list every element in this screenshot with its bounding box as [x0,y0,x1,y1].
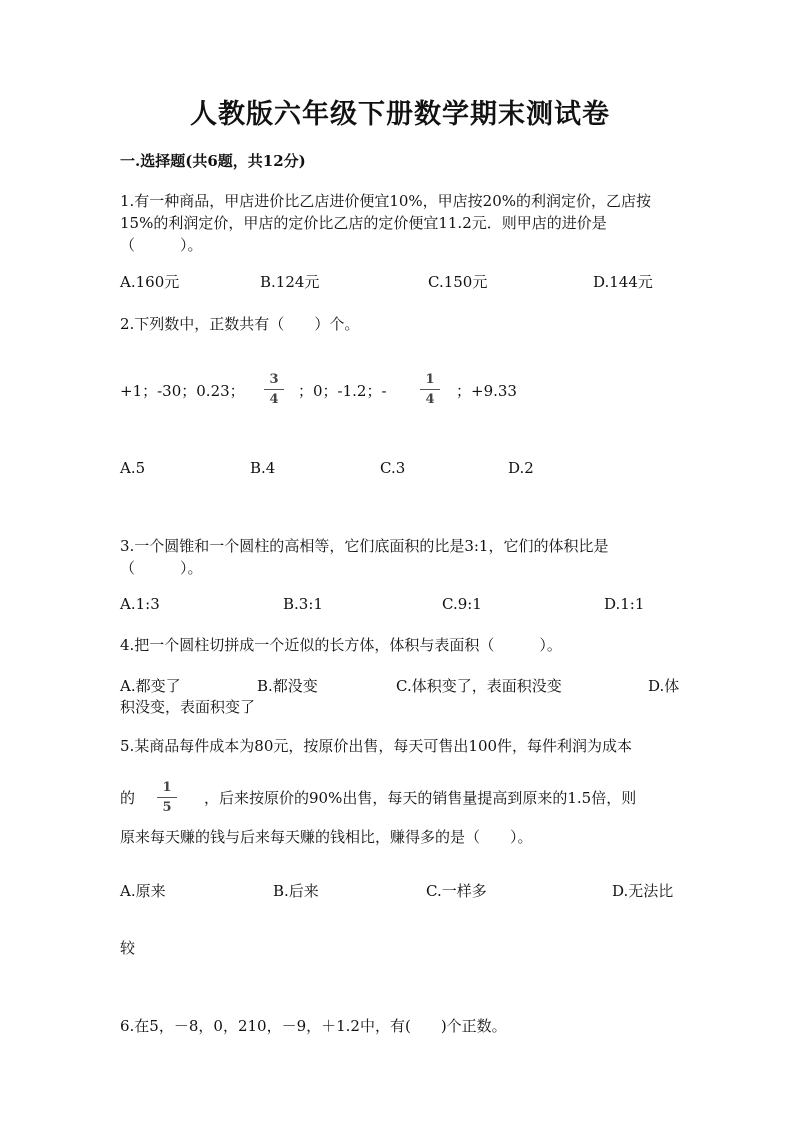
q3-option-c[interactable]: C.9:1 [442,595,482,613]
q2-option-d[interactable]: D.2 [508,459,534,477]
q1-option-c[interactable]: C.150元 [428,273,488,291]
q4-option-d-wrap: 积没变，表面积变了 [120,698,256,716]
q5-stem-post: ，后来按原价的90%出售，每天的销售量提高到原来的1.5倍，则 [204,789,637,807]
q2-expr-part-c: ；+9.33 [456,382,517,400]
q6-stem: 6.在5，－8，0，210，－9，＋1.2中，有( )个正数。 [120,1017,507,1035]
q5-option-c[interactable]: C.一样多 [426,882,487,900]
q3-stem-line1: 3.一个圆锥和一个圆柱的高相等，它们底面积的比是3:1，它们的体积比是 [120,537,609,555]
q2-stem: 2.下列数中，正数共有（ ）个。 [120,315,360,333]
section-heading: 一.选择题(共6题，共12分) [120,152,306,170]
q4-stem: 4.把一个圆柱切拼成一个近似的长方体，体积与表面积（ ）。 [120,636,562,654]
q5-stem-pre: 的 [120,789,136,807]
q2-fraction-1-4 [420,372,440,407]
q5-stem-line3: 原来每天赚的钱与后来每天赚的钱相比，赚得多的是（ ）。 [120,828,533,846]
q4-option-d[interactable]: D.体 [648,677,680,695]
q3-option-d[interactable]: D.1:1 [604,595,645,613]
q5-fraction-1-5 [157,780,177,815]
fraction-denominator: 4 [269,392,279,407]
q3-option-a[interactable]: A.1:3 [120,595,160,613]
q2-option-c[interactable]: C.3 [380,459,406,477]
q4-option-a[interactable]: A.都变了 [120,677,181,695]
fraction-numerator: 3 [264,372,284,390]
q5-option-d[interactable]: D.无法比 [612,882,674,900]
page-title: 人教版六年级下册数学期末测试卷 [190,99,610,130]
q4-option-b[interactable]: B.都没变 [257,677,318,695]
fraction-numerator: 1 [420,372,440,390]
q1-stem-line3: （ ）。 [120,236,203,254]
q5-stem-line1: 5.某商品每件成本为80元，按原价出售，每天可售出100件，每件利润为成本 [120,737,633,755]
q2-option-b[interactable]: B.4 [250,459,276,477]
fraction-denominator: 4 [425,392,435,407]
q1-option-b[interactable]: B.124元 [260,273,320,291]
q2-expr-part-a: +1；-30；0.23； [120,382,245,400]
q1-stem-line1: 1.有一种商品，甲店进价比乙店进价便宜10%，甲店按20%的利润定价，乙店按 [120,192,651,210]
q1-option-d[interactable]: D.144元 [593,273,653,291]
q1-stem-line2: 15%的利润定价，甲店的定价比乙店的定价便宜11.2元．则甲店的进价是 [120,214,607,232]
fraction-numerator: 1 [157,780,177,798]
q2-expr-part-b: ；0；-1.2；- [298,382,387,400]
q3-stem-line2: （ ）。 [120,559,203,577]
q2-fraction-3-4 [264,372,284,407]
q1-option-a[interactable]: A.160元 [120,273,180,291]
q5-option-b[interactable]: B.后来 [273,882,319,900]
q3-option-b[interactable]: B.3:1 [283,595,323,613]
q5-option-a[interactable]: A.原来 [120,882,166,900]
fraction-denominator: 5 [162,800,172,815]
q4-option-c[interactable]: C.体积变了，表面积没变 [396,677,562,695]
q2-option-a[interactable]: A.5 [120,459,146,477]
q5-option-d-wrap: 较 [120,939,136,957]
